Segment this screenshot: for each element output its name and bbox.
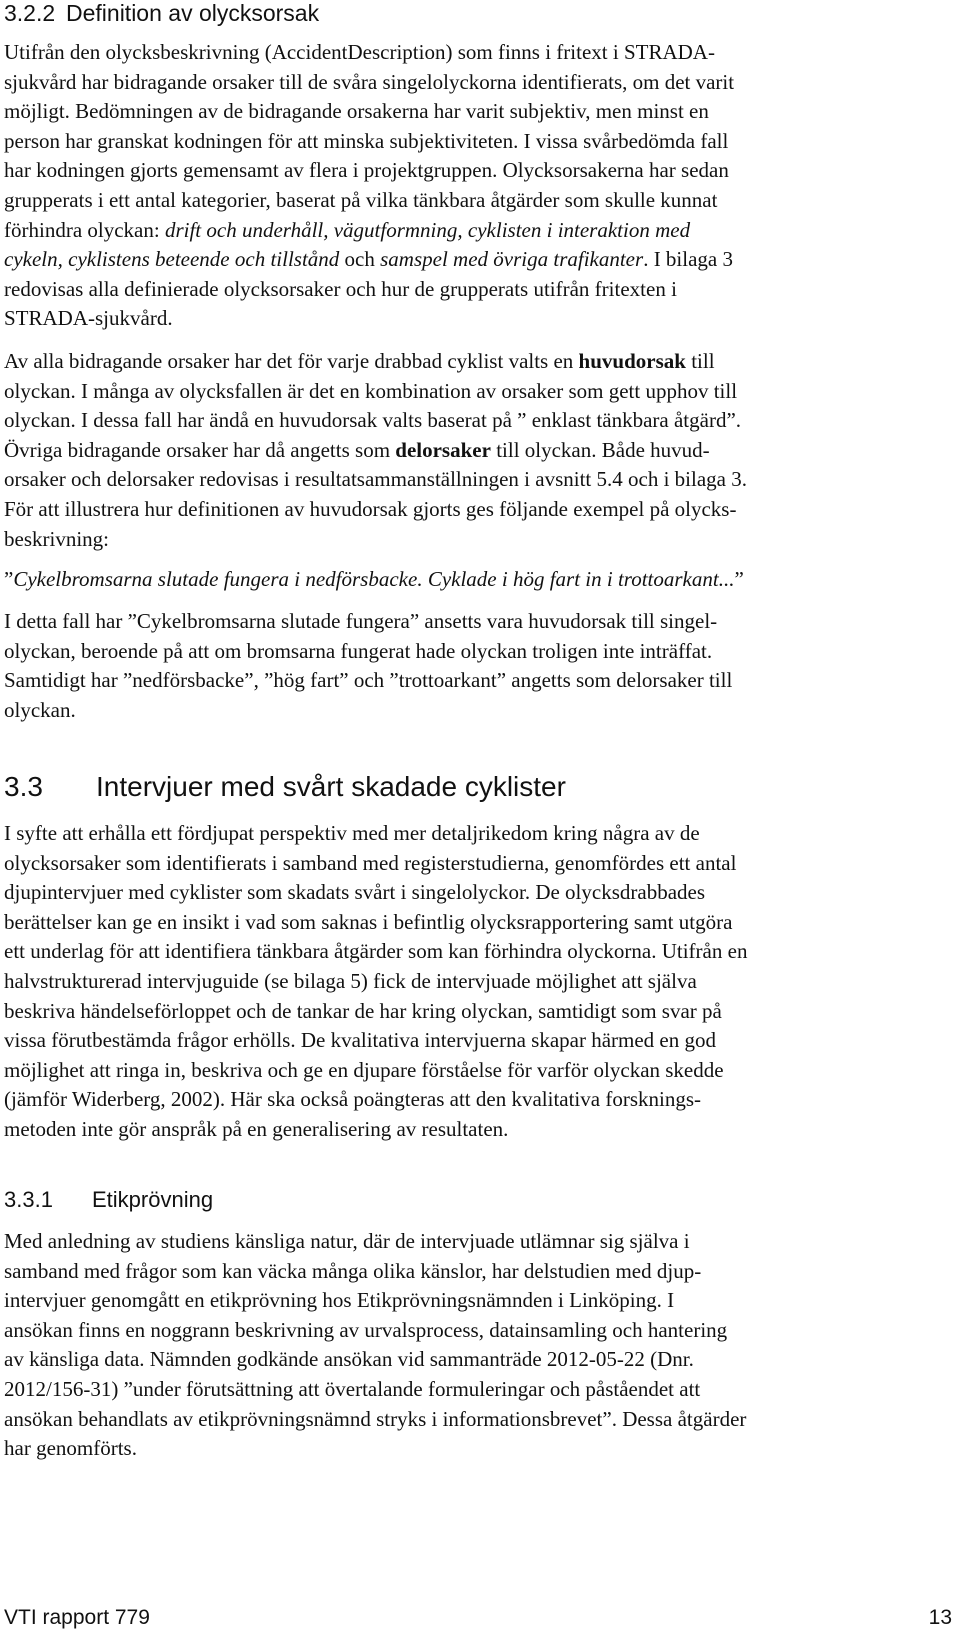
quote-close: ” — [734, 567, 744, 591]
section-heading-3-3-1 — [4, 1187, 213, 1213]
text-line: har kodningen gjorts gemensamt av flera i projektgruppen. Olycksorsakerna har sedan — [4, 158, 729, 183]
italic-categories: samspel med övriga trafikanter — [380, 247, 644, 272]
text-line: Med anledning av studiens känsliga natur, där de intervjuade utlämnar sig själva i — [4, 1229, 690, 1253]
text-line: 2012/156-31) ”under förutsättning att övertalande formuleringar och påståendet att — [4, 1376, 701, 1401]
text-line — [4, 347, 954, 377]
text-run: . I bilaga 3 — [643, 247, 733, 272]
text-line: av känsliga data. Nämnden godkände ansökan vid sammanträde 2012-05-22 (Dnr. — [4, 1347, 694, 1372]
text-line: olyckan. I många av olycksfallen är det en kombination av orsaker som gett upphov till — [4, 378, 738, 403]
bold-term-huvudorsak: huvudorsak — [578, 349, 686, 373]
text-line: olyckan, beroende på att om bromsarna fungerat hade olyckan troligen inte inträffat. — [4, 638, 713, 663]
text-line: beskriva händelseförloppet och de tankar de har kring olyckan, samtidigt som svar på — [4, 998, 722, 1023]
text-line: ett underlag för att identifiera tänkbara åtgärder som kan förhindra olyckorna. Utifrån en — [4, 939, 748, 964]
text-run: förhindra olyckan: — [4, 217, 165, 242]
section-number: 3.3 — [4, 771, 43, 802]
paragraph-example-explanation — [4, 607, 954, 725]
text-line: berättelser kan ge en insikt i vad som saknas i befintlig olycksrapportering samt utgöra — [4, 909, 733, 934]
section-heading-3-2-2 — [4, 0, 319, 27]
text-line: samband med frågor som kan väcka många olika känslor, har delstudien med djup- — [4, 1258, 702, 1283]
text-run: till — [685, 349, 715, 373]
text-line: STRADA-sjukvård. — [4, 306, 173, 331]
text-line: ansökan finns en noggrann beskrivning av urvalsprocess, datainsamling och hantering — [4, 1317, 728, 1342]
footer-page-number: 13 — [928, 1606, 952, 1629]
text-line: grupperats i ett antal kategorier, baserat på vilka tänkbara åtgärder som skulle kunnat — [4, 187, 718, 212]
text-line: sjukvård har bidragande orsaker till de svåra singelolyckorna identifierats, om det varit — [4, 69, 735, 94]
text-line: intervjuer genomgått en etikprövning hos Etikprövningsnämnden i Linköping. I — [4, 1288, 675, 1313]
text-line: möjlighet att ringa in, beskriva och ge en djupare förståelse för varför olyckan skedde — [4, 1057, 724, 1082]
paragraph-huvudorsak — [4, 347, 954, 554]
text-line: vissa förutbestämda frågor erhölls. De kvalitativa intervjuerna skapar härmed en god — [4, 1028, 717, 1053]
text-line — [4, 245, 954, 275]
text-line: olyckan. I dessa fall har ändå en huvudorsak valts baserat på ” enklast tänkbara åtgärd”. — [4, 408, 742, 433]
section-number: 3.2.2 — [4, 0, 56, 26]
text-line: Samtidigt har ”nedförsbacke”, ”hög fart” och ”trottoarkant” angetts som delorsaker till — [4, 668, 733, 693]
text-line: halvstrukturerad intervjuguide (se bilaga 5) fick de intervjuade möjlighet att själva — [4, 968, 697, 993]
text-line: I syfte att erhålla ett fördjupat perspektiv med mer detaljrikedom kring några av de — [4, 821, 700, 845]
text-run: och — [339, 247, 381, 272]
text-line: metoden inte gör anspråk på en generalisering av resultaten. — [4, 1116, 509, 1141]
text-line — [4, 436, 954, 466]
italic-categories: cykeln, cyklistens beteende och tillstånd — [4, 247, 340, 272]
text-line: orsaker och delorsaker redovisas i resultatsammanställningen i avsnitt 5.4 och i bilaga 3. — [4, 467, 747, 492]
section-title: Intervjuer med svårt skadade cyklister — [96, 771, 566, 802]
text-run: till olyckan. Både huvud- — [490, 437, 710, 462]
quote-open: ” — [4, 567, 14, 591]
text-line: olycksorsaker som identifierats i samband med registerstudierna, genomfördes ett antal — [4, 850, 737, 875]
quote-text: Cykelbromsarna slutade fungera i nedförsbacke. Cyklade i hög fart in i trottoarkant... — [13, 567, 735, 591]
text-line: beskrivning: — [4, 526, 109, 551]
section-number: 3.3.1 — [4, 1187, 53, 1212]
text-line: (jämför Widerberg, 2002). Här ska också poängteras att den kvalitativa forsknings- — [4, 1087, 701, 1112]
text-line: djupintervjuer med cyklister som skadats svårt i singelolyckor. De olycksdrabbades — [4, 880, 706, 905]
text-line: ansökan behandlats av etikprövningsnämnd stryks i informationsbrevet”. Dessa åtgärder — [4, 1406, 747, 1431]
example-quote — [4, 565, 954, 595]
text-line: redovisas alla definierade olycksorsaker och hur de grupperats utifrån fritexten i — [4, 276, 677, 301]
paragraph-ethics-review — [4, 1227, 954, 1464]
text-line: Utifrån den olycksbeskrivning (AccidentDescription) som finns i fritext i STRADA- — [4, 40, 715, 64]
section-title: Definition av olycksorsak — [66, 0, 320, 26]
text-line: har genomförts. — [4, 1436, 137, 1461]
text-line — [4, 216, 954, 246]
italic-categories: drift och underhåll, vägutformning, cyklisten i interaktion med — [164, 217, 691, 242]
text-line: olyckan. — [4, 697, 76, 722]
footer-report-name: VTI rapport 779 — [4, 1606, 150, 1629]
section-title: Etikprövning — [92, 1187, 214, 1212]
bold-term-delorsaker: delorsaker — [395, 437, 491, 462]
text-line: För att illustrera hur definitionen av huvudorsak gjorts ges följande exempel på olycks- — [4, 496, 737, 521]
text-line: person har granskat kodningen för att minska subjektiviteten. I vissa svårbedömda fall — [4, 128, 729, 153]
text-run: Övriga bidragande orsaker har då angetts som — [4, 437, 396, 462]
text-line — [4, 565, 954, 595]
paragraph-interviews — [4, 819, 954, 1145]
paragraph-definition — [4, 38, 954, 334]
section-heading-3-3 — [4, 771, 566, 803]
text-run: Av alla bidragande orsaker har det för varje drabbad cyklist valts en — [4, 349, 579, 373]
text-line: möjligt. Bedömningen av de bidragande orsakerna har varit subjektiv, men minst en — [4, 99, 709, 124]
text-line: I detta fall har ”Cykelbromsarna slutade fungera” ansetts vara huvudorsak till singel- — [4, 609, 718, 633]
